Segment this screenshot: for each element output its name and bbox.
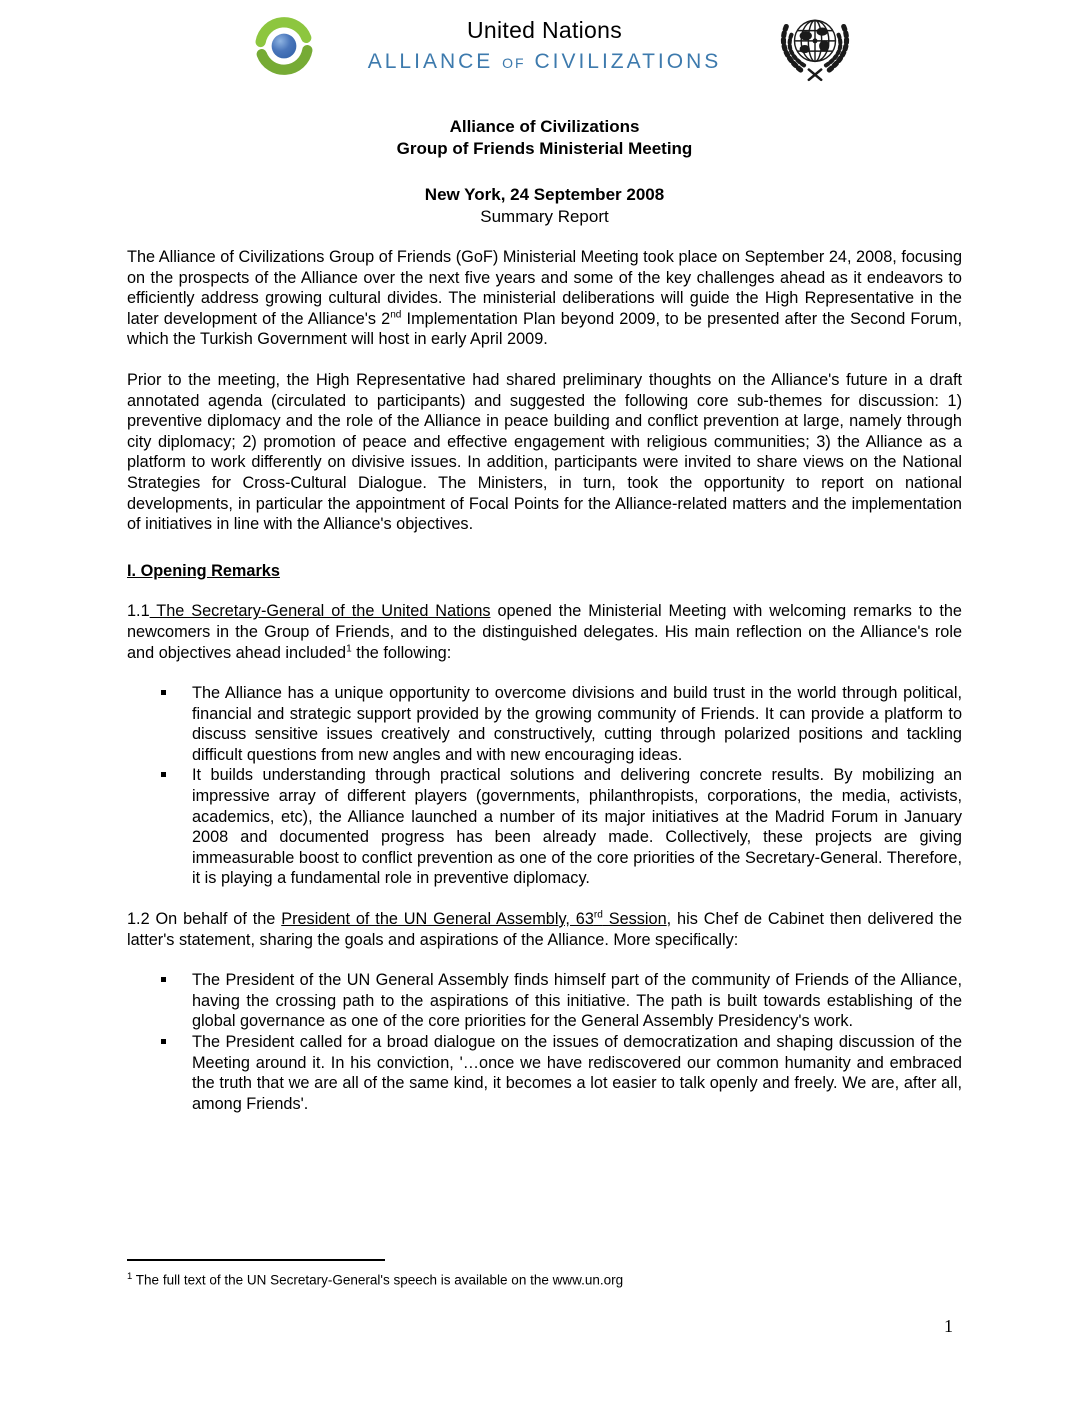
intro-paragraph-1 [127, 247, 962, 350]
footnote [127, 1268, 962, 1289]
un-emblem-icon [774, 8, 856, 84]
list-item-text: The Alliance has a unique opportunity to overcome divisions and build trust in the world through political, financial and strategic support provided by the growing community of Friends. It can provide a platform to discuss sensitive issues creatively and constructively, cutting through polarized positions and tackling difficult questions from new angles and with new encouraging ideas. [192, 684, 962, 764]
list-item-text: It builds understanding through practical solutions and delivering concrete results. By mobilizing an impressive array of different players (governments, philanthropists, corporations, the media, activists, academics, etc), the Alliance launched a number of its major initiatives at the Madrid Forum in January 2008 and documented progress has been already made. Collectively, these projects are giving immeasurable boost to conflict prevention as one of the core priorities of the Secretary-General. Therefore, it is playing a fundamental role in preventive diplomacy. [192, 766, 962, 888]
list-item-text: The President called for a broad dialogue on the issues of democratization and shaping discussion of the Meeting around it. In his conviction, '…once we have rediscovered our common humanity and embraced the truth that we are all of the same kind, it becomes a lot easier to talk openly and freely. We are, after all, among Friends'. [192, 1033, 962, 1113]
p11-number: 1.1 [127, 602, 150, 621]
footnote-text: The full text of the UN Secretary-General's speech is available on the www.un.org [132, 1272, 624, 1288]
intro-paragraph-2: Prior to the meeting, the High Representative had shared preliminary thoughts on the Alliance's future in a draft annotated agenda (circulated to participants) and suggested the following core sub-themes for discussion: 1) preventive diplomacy and the role of the Alliance in peace building and conflict prevention at large, namely through city diplomacy; 2) promotion of peace and effective engagement with religious communities; 3) the Alliance as a platform to work differently on divisive issues. In addition, participants were invited to share views on the National Strategies for Cross-Cultural Dialogue. The Ministers, in turn, took the opportunity to report on national developments, in particular the appointment of Focal Points for the Alliance-related matters and the implementation of initiatives in line with the Alliance's objectives. [127, 370, 962, 534]
intro-p1-text: The Alliance of Civilizations Group of Friends (GoF) Ministerial Meeting took place on September 24, 2008, focusing on the prospects of the Alliance over the next five years and some of the key challenges ahead as it endeavors to efficiently address growing cultural divides. The ministerial deliberations will guide the High Representative in the later development of the Alliance's 2 [127, 248, 962, 328]
square-bullet-icon [161, 1039, 166, 1044]
list-item [160, 765, 962, 889]
p12-underlined-post: Session [602, 910, 667, 929]
page-number: 1 [944, 1316, 953, 1336]
section-heading-text: I. Opening Remarks [127, 561, 280, 580]
paragraph-1-1 [127, 601, 962, 663]
aoc-wordmark-alliance: ALLIANCE [367, 50, 494, 73]
un-title: United Nations [466, 17, 623, 43]
square-bullet-icon [161, 977, 166, 982]
p11-text: opened the Ministerial Meeting with welcoming remarks to the newcomers in the Group of Friends, and to the distinguished delegates. His main reflection on the Alliance's role and objectives ahead included [127, 602, 962, 662]
list-item [160, 683, 962, 765]
square-bullet-icon [161, 772, 166, 777]
list-item-text: The President of the UN General Assembly finds himself part of the community of Friends of the Alliance, having the crossing path to the aspirations of this initiative. The path is built towards establishing of the global governance as one of the core priorities for the General Assembly Presidency's work. [192, 971, 962, 1031]
intro-p1-text-cont: Implementation Plan beyond 2009, to be presented after the Second Forum, which the Turkish Government will host in early April 2009. [127, 309, 962, 349]
ordinal-superscript: nd [390, 309, 402, 321]
p11-text-cont: the following: [351, 643, 452, 662]
bullet-list-2 [127, 970, 962, 1114]
bullet-list-1 [127, 683, 962, 889]
document-header [127, 0, 962, 92]
alliance-of-civilizations-logo-icon [245, 12, 323, 78]
document-body [127, 247, 962, 1114]
p12-underlined-pre: President of the UN General Assembly, 63 [281, 910, 594, 929]
footnote-number: 1 [127, 1271, 133, 1282]
list-item [160, 970, 962, 1032]
p11-underlined-reference: The Secretary-General of the United Nations [149, 602, 491, 621]
ordinal-superscript: rd [593, 909, 603, 921]
document-subtitle: Summary Report [480, 206, 609, 226]
p12-text: 1.2 On behalf of the [127, 910, 282, 929]
aoc-wordmark-of: OF [502, 55, 526, 71]
footnote-block [127, 1259, 962, 1289]
paragraph-1-2 [127, 909, 962, 950]
section-heading-opening-remarks [127, 561, 962, 582]
aoc-wordmark-civilizations: CIVILIZATIONS [534, 50, 722, 73]
title-block [127, 116, 962, 227]
list-item [160, 1032, 962, 1114]
title-gap [127, 159, 962, 184]
footnote-separator-rule [127, 1259, 385, 1261]
document-title-line1: Alliance of Civilizations [449, 117, 640, 136]
p12-underlined-reference [281, 910, 666, 928]
square-bullet-icon [161, 690, 166, 695]
p12-text-cont: , his Chef de Cabinet then delivered the latter's statement, sharing the goals and aspirations of the Alliance. More specifically: [127, 910, 962, 949]
document-title-line2: Group of Friends Ministerial Meeting [396, 138, 693, 158]
document-date-line: New York, 24 September 2008 [424, 185, 665, 204]
footnote-reference-marker: 1 [346, 643, 352, 655]
